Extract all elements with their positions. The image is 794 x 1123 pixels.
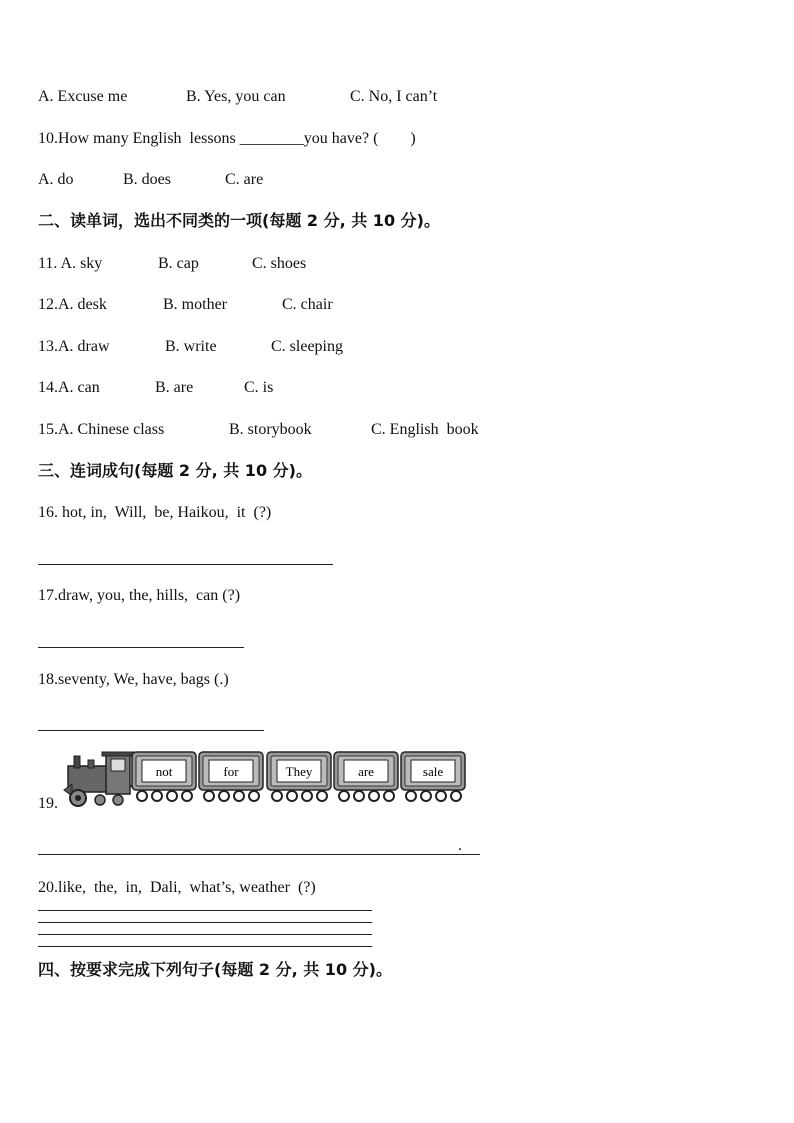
q11-option-b: B. cap [158,255,199,272]
q17-prompt: 17.draw, you, the, hills, can (?) [38,587,241,604]
q19-word-5: sale [422,764,444,779]
q19-answer-line[interactable] [38,854,480,855]
q20-answer-line-2[interactable] [38,922,372,923]
train-car-4 [334,752,398,801]
q11-option-c: C. shoes [252,255,307,272]
q14-option-c: C. is [244,379,274,396]
q18-answer-line[interactable] [38,730,264,731]
q20-answer-line-1[interactable] [38,910,372,911]
q10-option-a: A. do [38,171,74,188]
q19-word-3: They [285,764,313,779]
q9-option-a: A. Excuse me [38,88,128,105]
q10-stem: 10.How many English lessons ________you have? ( ) [38,130,416,147]
locomotive-icon [64,752,134,806]
q12-option-a: 12.A. desk [38,296,107,313]
q10-option-c: C. are [225,171,264,188]
q16-answer-line[interactable] [38,564,333,565]
q19-word-1: not [155,764,173,779]
q12-option-b: B. mother [163,296,227,313]
train-car-1 [132,752,196,801]
q12-option-c: C. chair [282,296,333,313]
q9-option-c: C. No, I can’t [350,88,438,105]
section3-heading: 三、连词成句(每题 2 分, 共 10 分)。 [38,461,312,480]
q9-option-b: B. Yes, you can [186,88,286,105]
q20-answer-line-4[interactable] [38,946,372,947]
q18-prompt: 18.seventy, We, have, bags (.) [38,671,229,688]
q13-option-a: 13.A. draw [38,338,110,355]
q20-prompt: 20.like, the, in, Dali, what’s, weather (?) [38,879,316,896]
q13-option-c: C. sleeping [271,338,343,355]
q14-option-b: B. are [155,379,194,396]
q10-option-b: B. does [123,171,171,188]
train-car-3 [267,752,331,801]
q19-word-2: for [223,764,239,779]
section4-heading: 四、按要求完成下列句子(每题 2 分, 共 10 分)。 [38,960,392,979]
q19-train-image [62,746,472,810]
train-car-2 [199,752,263,801]
q11-option-a: 11. A. sky [38,255,103,272]
q20-answer-line-3[interactable] [38,934,372,935]
q15-option-c: C. English book [371,421,479,438]
q17-answer-line[interactable] [38,647,244,648]
q16-prompt: 16. hot, in, Will, be, Haikou, it (?) [38,504,272,521]
q15-option-b: B. storybook [229,421,312,438]
q19-number: 19. [38,795,58,812]
q13-option-b: B. write [165,338,217,355]
train-car-5 [401,752,465,801]
q14-option-a: 14.A. can [38,379,100,396]
q15-option-a: 15.A. Chinese class [38,421,165,438]
section2-heading: 二、读单词，选出不同类的一项(每题 2 分, 共 10 分)。 [38,211,440,230]
q19-period: . [458,837,462,854]
q19-word-4: are [358,764,374,779]
